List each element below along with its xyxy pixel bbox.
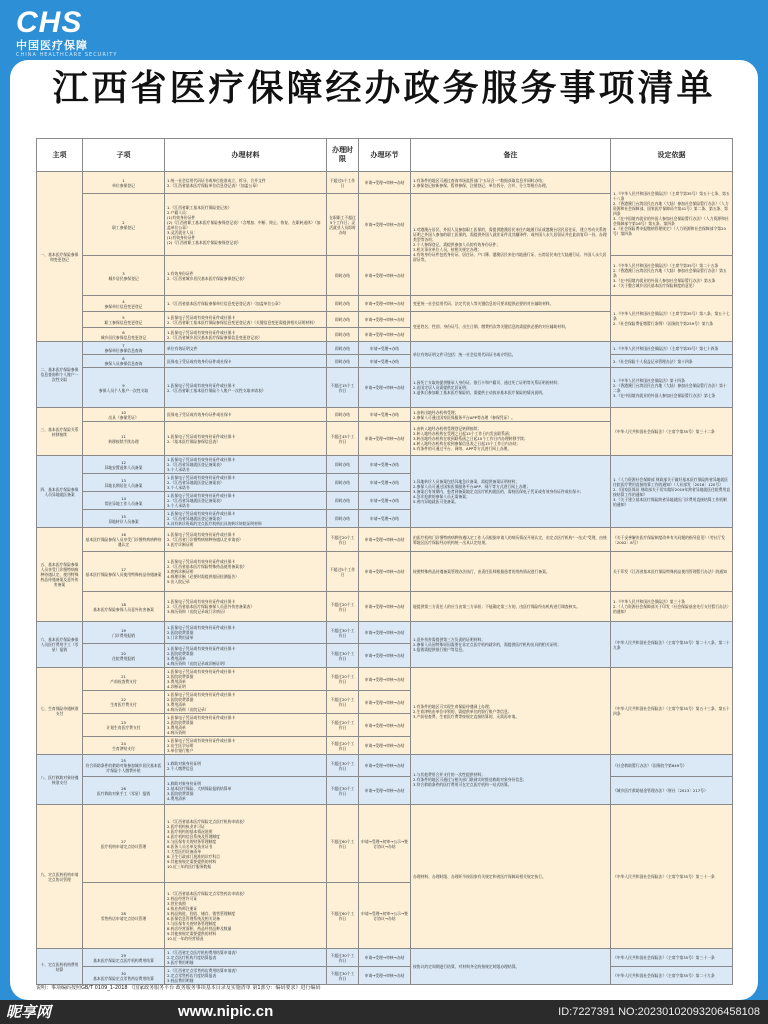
service-table: [36, 138, 733, 985]
time-limit-cell: 不超过20个工作日: [327, 737, 359, 755]
category-cell: 八、医疗救助对象待遇核准支付: [37, 755, 83, 805]
sub-item-cell: 27 医疗机构申请定点协议管理: [83, 805, 165, 883]
table-row: [37, 949, 733, 967]
remarks-cell: 1.意外伤害需提供第三方负责的证明材料； 2.参保人员因特殊原因需要在非定点医疗机构就诊的，需提供医疗机构出具的相关证明； 3.报销需提供银行账户等信息。: [411, 622, 611, 668]
process-step-cell: 申请→受理→审核→办结: [359, 777, 411, 805]
time-limit-cell: 即时办结: [327, 256, 359, 296]
materials-cell: 1.医保电子凭证或有效身份证件或社保卡 2.《江西省异地就医登记备案表》 3.个人承诺书: [165, 492, 327, 510]
sub-item-cell: 19 门诊费用报销: [83, 622, 165, 644]
process-step-cell: 申请→受理→审核→办结: [359, 949, 411, 967]
materials-cell: 1.医保电子凭证或有效身份证件或社保卡 2.《江西省基本医疗保险参保人员意外伤害备案表》 3.病历资料（出院记录或门诊病历）: [165, 592, 327, 622]
remarks-cell: 变更统一社会信用代码、法定代表人等关键信息的可要求提供必要的对应辅助材料。: [411, 296, 611, 312]
legal-basis-cell: 《中华人民共和国社会保险法》（主席令第35号）第三十二条: [611, 408, 733, 456]
legal-basis-cell: 《中华人民共和国社会保险法》（主席令第35号）第三十一条: [611, 805, 733, 949]
process-step-cell: 申请→受理→审核→办结: [359, 328, 411, 342]
table-row: [37, 592, 733, 622]
remarks-cell: 由医疗机构门诊慢特病病种待遇认定工作人员根据申请人的病历情况开展认定，由定点医疗机构“一站式”受理，由统筹地区医疗保险经办机构统一出具认定结果。: [411, 528, 611, 552]
category-cell: 二、基本医疗保险参保信息查询和个人账户一次性支取: [37, 342, 83, 408]
materials-cell: 医保电子凭证或有效身份证件或社保卡: [165, 355, 327, 368]
category-cell: 九、定点医药机构申请定点协议管理: [37, 805, 83, 949]
sub-item-cell: 24 生育津贴支付: [83, 737, 165, 755]
time-limit-cell: 不超过30个工作日: [327, 644, 359, 668]
process-step-cell: 申请→受理→审核→办结: [359, 296, 411, 312]
process-step-cell: 申请→受理→审核→办结: [359, 592, 411, 622]
chs-logo: [16, 8, 176, 56]
time-limit-cell: 即时办结: [327, 342, 359, 355]
materials-cell: 1.医保电子凭证或有效身份证件或社保卡 2.《江西省异地就医登记备案表》 3.个人承诺书: [165, 474, 327, 492]
header-band: [0, 0, 768, 58]
legal-basis-cell: 1.《中华人民共和国社会保险法》（主席令第35号）第五十七条、第五十八条 2.《香港澳门台湾居民在内地（大陆）参加社会保险暂行办法》（人力资源和社会保障部、国家医疗保障局令第41号）第二条、第五条、第四条 3.《在中国境内就业的外国人参加社会保险暂行办法》（人力资源和社会保障部令第16号）第五条、第四条 4.《社会保险费申报缴纳管理规定》（人力资源和社会保障部令第20号）第四条: [611, 172, 733, 256]
time-limit-cell: 即时办结: [327, 408, 359, 422]
time-limit-cell: 即时办结: [327, 456, 359, 474]
sub-item-cell: 25 符合资助条件的救助对象参加城乡居民基本医疗保险个人缴费补贴: [83, 755, 165, 777]
time-limit-cell: 不超过20个工作日: [327, 714, 359, 737]
materials-cell: 1.医保电子凭证或有效身份证件或社保卡 2.医院收费票据 3.费用清单 4.病历资料: [165, 714, 327, 737]
materials-cell: 1.医保电子凭证或有效身份证件或社保卡 2.《基本医疗保险参保信息表》: [165, 422, 327, 456]
process-step-cell: 申请→受理→审核→办结: [359, 691, 411, 714]
materials-cell: 1.有效身份证件 2.《江西省城乡居民基本医疗保险参保登记表》: [165, 256, 327, 296]
sub-item-cell: 12 异地安置退休人员备案: [83, 456, 165, 474]
table-row: [37, 668, 733, 691]
sub-item-cell: 14 常驻异地工作人员备案: [83, 492, 165, 510]
process-step-cell: 申请→受理→办结: [359, 355, 411, 368]
sub-item-cell: 16 基本医疗保险参保人员享受门诊慢特病病种待遇认定: [83, 528, 165, 552]
process-step-cell: 申请→受理→办结: [359, 474, 411, 492]
process-step-cell: 申请→受理→审核→办结: [359, 644, 411, 668]
table-row: [37, 552, 733, 592]
page-title: 江西省医疗保障经办政务服务事项清单: [52, 68, 716, 109]
category-cell: 十、定点医药机构费用结算: [37, 949, 83, 985]
time-limit-cell: 即时办结: [327, 355, 359, 368]
sub-item-cell: 18 基本医疗保险参保人员意外伤害备案: [83, 592, 165, 622]
time-limit-cell: 不超过60个工作日: [327, 883, 359, 949]
materials-cell: 1.救助对象身份证明 2.个人缴费信息: [165, 755, 327, 777]
materials-cell: 1.医保电子凭证或有效身份证件或社保卡 2.医院收费票据 3.门诊费用清单: [165, 622, 327, 644]
materials-cell: 1.《江西省基本医疗保险定点零售药店申请表》 2.药品经营许可证 3.营业执照 4.执业药师注册证 5.药品购进、验收、储存、销售管理制度 6.医保信息管理系统及相关设备 7.与医保有关的财务管理制度 8.药店经营面积、药品经营品种及数量 9.其他按规定需要提供的材料 10.近一年的经营情况: [165, 883, 327, 949]
legal-basis-cell: 1.《中华人民共和国社会保险法》（主席令第35号）第七十四条: [611, 342, 733, 355]
table-row: [37, 296, 733, 312]
sub-item-cell: 10 出具《参保凭证》: [83, 408, 165, 422]
sub-item-cell: 17 基本医疗保险参保人员使用特殊药品待遇备案: [83, 552, 165, 592]
process-step-cell: 申请→受理→审核→办结: [359, 194, 411, 256]
sub-item-cell: 8 参保人员参保信息查询: [83, 355, 165, 368]
sub-item-cell: 4 参保单位信息变更登记: [83, 296, 165, 312]
sub-item-cell: 26 医疗救助对象手工（零星）报销: [83, 777, 165, 805]
category-cell: 五、基本医疗保险参保人员享受门诊慢特病病种待遇认定、使用特殊药品待遇备案及意外伤害备案: [37, 528, 83, 622]
remarks-cell: 1.由转入地经办机构受理登记转移接续； 2.转入地经办机构在受理之日起15个工作日内发出联系函； 3.转出地经办机构在收到联系函之日起10个工作日内办理转移手续； 4.转入地经办机构在收到参保信息表之日起15个工作日内办结； 5.有条件的可通过平台、网络、APP等方式进行网上办理。: [411, 422, 611, 456]
sub-item-cell: 23 计划生育医疗费支付: [83, 714, 165, 737]
materials-cell: 1.救助对象身份证明 2.基本医疗保险、大病保险报销结算单 3.医院收费票据 4.费用清单: [165, 777, 327, 805]
table-row: [37, 755, 733, 777]
process-step-cell: 申请→受理→审核→办结: [359, 755, 411, 777]
time-limit-cell: 不超过15个工作日: [327, 368, 359, 408]
materials-cell: 1.医保电子凭证或有效身份证件或社保卡 2.《江西省城乡居民基本医疗保险参保信息变更登记表》: [165, 328, 327, 342]
remarks-cell: 1.对港澳台居民、外国人及参加职工医保的，需提供港澳居民来往内地通行证或港澳台居民居住证，建立劳动关系的证明之外国人参加的职工医保的，需提供外国人就业证件及其翻译件、或外国人永久居留证并在此前复印一份，办理类型等各项； 2.个人参保登记，需提供参加人员的有效身份证件； 3.机关事业单位人员，按相关规定办理； 4.有效身份证件包括身份证、居住证、户口簿、港澳居民来往内地通行证、台湾居民来往大陆通行证、外国人永久居留证等。: [411, 194, 611, 296]
legal-basis-cell: 《中华人民共和国社会保险法》（主席令第35号）第二十九条: [611, 967, 733, 985]
sub-item-cell: 2 职工参保登记: [83, 194, 165, 256]
process-step-cell: 申请→受理→办结: [359, 492, 411, 510]
logo-english-name: CHINA HEALTHCARE SECURITY: [16, 52, 118, 58]
logo-chinese-name: 中国医疗保障: [16, 39, 88, 52]
legal-basis-cell: 1.《中华人民共和国社会保险法》第十四条 2.《香港澳门台湾居民在内地（大陆）参加社会保险暂行办法》第十二条 3.《在中国境内就业的外国人参加社会保险暂行办法》第七条: [611, 368, 733, 408]
materials-cell: 1.医保电子凭证或有效身份证件或社保卡 2.《江西省基本医疗保险特殊药品使用备案表》 3.疾病诊断证明 4.病理诊断（必要时需提供基因检测报告） 5.出入院记录: [165, 552, 327, 592]
table-row: [37, 805, 733, 883]
process-step-cell: 申请→受理→初审→公示→签订协议→办结: [359, 883, 411, 949]
process-step-cell: 申请→受理→审核→办结: [359, 668, 411, 691]
materials-cell: 1.《江西省基本医疗保险参保单位信息变更登记表》（加盖单位公章）: [165, 296, 327, 312]
watermark-image-id: ID:7227391 NO:20230102093206458108: [558, 1006, 760, 1018]
remarks-cell: 能提供第三方责任人的应当由第三方承担；不能确定第三方的，由医疗保险经办机构进行调查核实。: [411, 592, 611, 622]
time-limit-cell: 不超过60个工作日: [327, 805, 359, 883]
process-step-cell: 申请→受理→办结: [359, 510, 411, 528]
legal-basis-cell: 1.《中华人民共和国社会保险法》（主席令第35号）第八条、第五十七条 2.《社会保险费征缴暂行条例》（国务院令第259号）第九条: [611, 296, 733, 342]
legal-basis-cell: 《中华人民共和国社会保险法》（主席令第35号）第三十一条: [611, 949, 733, 967]
table-row: [37, 342, 733, 355]
sub-item-cell: 9 参保人员个人账户一次性支取: [83, 368, 165, 408]
remarks-cell: 1.与其他费用合并支付的一次性提供材料； 2.有条件的地区可通过与相关部门联网实时推送救助对象身份信息； 3.符合救助条件的医疗费用可在定点医疗机构一站式结算。: [411, 755, 611, 805]
header-cell: 设定依据: [611, 139, 733, 172]
process-step-cell: 申请→受理→办结: [359, 456, 411, 474]
header-cell: 办理材料: [165, 139, 327, 172]
category-cell: 六、基本医疗保险参保人员医疗费用手工（零星）报销: [37, 622, 83, 668]
time-limit-cell: 不超过5个工作日: [327, 172, 359, 194]
materials-cell: 1.医保电子凭证或有效身份证件或社保卡 2.《江西省异地就医登记备案表》 3.具有转诊资质的定点医疗机构出具的转诊转院证明材料: [165, 510, 327, 528]
remarks-cell: 变更姓名、性别、身份证号、出生日期、缴费档次等关键信息的需提供必要的对应辅助材料。: [411, 312, 611, 342]
logo-mark: CHS: [16, 6, 83, 39]
time-limit-cell: 不超过20个工作日: [327, 528, 359, 552]
materials-cell: 1.医保电子凭证或有效身份证件或社保卡 2.《江西省异地就医登记备案表》 3.个人承诺书: [165, 456, 327, 474]
time-limit-cell: 即时办结: [327, 328, 359, 342]
service-table-wrapper: [36, 138, 732, 984]
time-limit-cell: 即时办结: [327, 510, 359, 528]
materials-cell: 1.《江西省定点医疗机构费用结算申请表》 2.定点医疗机构月度结算报表 3.医疗费用明细: [165, 949, 327, 967]
process-step-cell: 申请→受理→审核→办结: [359, 312, 411, 328]
footnote: 说明：事项编码按照GB/T 0109_1-2018 《国家政务服务平台 政务服务事项基本目录及实施清单 第1部分：编码要求》进行编码: [36, 985, 321, 991]
legal-basis-cell: 2.《社会保险个人权益记录管理办法》第十四条: [611, 355, 733, 368]
legal-basis-cell: 《社会救助暂行办法》（国务院令第649号）: [611, 755, 733, 777]
sub-item-cell: 15 异地转诊人员备案: [83, 510, 165, 528]
table-row: [37, 456, 733, 474]
sub-item-cell: 13 异地长期居住人员备案: [83, 474, 165, 492]
table-header-row: [37, 139, 733, 172]
time-limit-cell: 不超过30个工作日: [327, 755, 359, 777]
header-cell: 办理时限: [327, 139, 359, 172]
sub-item-cell: 20 住院费用报销: [83, 644, 165, 668]
legal-basis-cell: 1.《中华人民共和国社会保险法》第三十条 2.《人力资源社会保障部关于印发〈社会保险基金先行支付暂行办法〉的通知》: [611, 592, 733, 622]
remarks-cell: 按照特殊药品待遇备案管理办法执行，由责任医师根据患者的用药情况进行备案。: [411, 552, 611, 592]
legal-basis-cell: 1.《人力资源社会保障部 财政部关于做好基本医疗保险跨省异地就医住院医疗费用直接结算工作的通知》（人社部发〔2016〕120号） 2.《国家医保局 财政部关于切实做好2019年跨省异地就医住院费用直接结算工作的通知》 3.《关于建立基本医疗保险跨省异地就医门诊费用直接结算工作机制的通知》: [611, 456, 733, 528]
materials-cell: 1.医保电子凭证或有效身份证件或社保卡 2.医院收费票据 3.费用清单 4.病历资料（出院记录）: [165, 691, 327, 714]
process-step-cell: 申请→受理→审核→办结: [359, 552, 411, 592]
remarks-cell: 1.因死亡支取的提供继承人身份证、银行卡和户籍页、通过死亡证明等关系证明的材料； 2.出国定居人员需提供定居证明； 3.退休后参加职工基本医疗保险的，需提供主动放弃基本医疗保险的情况说明。: [411, 368, 611, 408]
remarks-cell: 1.由转出地经办机构受理； 2.参保人可通过国家医保服务平台APP等办理《参保凭证》。: [411, 408, 611, 422]
materials-cell: 1.医保电子凭证或有效身份证件或社保卡 2.《江西省职工基本医疗保险个人账户一次性支取申请表》: [165, 368, 327, 408]
sub-item-cell: 30 基本医疗保险定点零售药店费用结算: [83, 967, 165, 985]
materials-cell: 1.医保电子凭证或有效身份证件或社保卡 2.《江西省门诊慢特病病种待遇认定申请表》 3.医疗诊断证明: [165, 528, 327, 552]
time-limit-cell: 不超过20个工作日: [327, 592, 359, 622]
table-row: [37, 777, 733, 805]
header-cell: 备注: [411, 139, 611, 172]
materials-cell: 1.统一社会信用代码证书或单位批准成立、拆分、合并文件 2.《江西省基本医疗保险单位信息登记表》（加盖公章）: [165, 172, 327, 194]
watermark-url: www.nipic.cn: [178, 1003, 274, 1020]
watermark-bar: [0, 1000, 768, 1024]
table-row: [37, 622, 733, 644]
time-limit-cell: 即时办结: [327, 312, 359, 328]
sub-item-cell: 22 生育医疗费支付: [83, 691, 165, 714]
category-cell: 三、基本医疗保险关系转移接续: [37, 408, 83, 456]
time-limit-cell: 即时办结: [327, 492, 359, 510]
legal-basis-cell: 关于印发《江西省基本医疗保险特殊药品使用管理暂行办法》的通知: [611, 552, 733, 592]
legal-basis-cell: 《关于妥善解决医疗保险制度改革有关问题的指导意见》（劳社厅发〔2002〕8号）: [611, 528, 733, 552]
materials-cell: 1.医保电子凭证或有效身份证件或社保卡 2.《江西省职工基本医疗保险参保信息变更登记表》（关键信息变更需提供相关证明材料）: [165, 312, 327, 328]
materials-cell: 1.医保电子凭证或有效身份证件或社保卡 2.医院收费票据 3.费用清单 4.诊断证明: [165, 668, 327, 691]
remarks-cell: 按协议约定周期进行结算，对材料齐全的按规定时限办理结算。: [411, 949, 611, 985]
sub-item-cell: 28 零售药店申请定点协议管理: [83, 883, 165, 949]
time-limit-cell: 不超过20个工作日: [327, 668, 359, 691]
table-row: [37, 256, 733, 296]
process-step-cell: 申请→受理→办结: [359, 408, 411, 422]
materials-cell: 医保电子凭证或有效身份证件或社保卡: [165, 408, 327, 422]
process-step-cell: 申请→受理→审核→办结: [359, 528, 411, 552]
process-step-cell: 申请→受理→审核→办结: [359, 967, 411, 985]
remarks-cell: 办理材料、办理时限、办理环节按国家有关规定和省医疗保障局相关规定执行。: [411, 805, 611, 949]
legal-basis-cell: 1.《中华人民共和国社会保险法》（主席令第35号）第二十五条 2.《香港澳门台湾居民在内地（大陆）参加社会保险暂行办法》第五条 3.《在中国境内就业的外国人参加社会保险暂行办法》第五条 4.《关于整合城乡居民基本医疗保险制度的意见》: [611, 256, 733, 296]
sub-item-cell: 7 参保单位参保信息查询: [83, 342, 165, 355]
category-cell: 七、生育保险待遇核准支付: [37, 668, 83, 755]
sub-item-cell: 6 城乡居民参保信息变更登记: [83, 328, 165, 342]
process-step-cell: 申请→受理→初审→公示→签订协议→办结: [359, 805, 411, 883]
materials-cell: 1.《江西省定点零售药店费用结算申请表》 2.定点零售药店月度结算报表 3.药品费用明细: [165, 967, 327, 985]
time-limit-cell: 不超过30个工作日: [327, 949, 359, 967]
process-step-cell: 申请→受理→审核→办结: [359, 737, 411, 755]
table-row: [37, 967, 733, 985]
legal-basis-cell: 《城乡医疗救助基金管理办法》（财社〔2013〕217号）: [611, 777, 733, 805]
sub-item-cell: 11 转移接续手续办理: [83, 422, 165, 456]
time-limit-cell: 不超过30个工作日: [327, 622, 359, 644]
category-cell: 一、基本医疗保险参保和变更登记: [37, 172, 83, 342]
time-limit-cell: 不超过5个工作日: [327, 552, 359, 592]
process-step-cell: 申请→受理→审核→办结: [359, 368, 411, 408]
remarks-cell: 1.有条件的地区可通过查询市场监管部门“五证合一”数据获取信息并同时办结； 2.参保登记按新参保、暂停参保、注销登记、单位拆分、合并、分立等相应办理。: [411, 172, 611, 194]
time-limit-cell: 不超过45个工作日: [327, 422, 359, 456]
sub-item-cell: 1 单位参保登记: [83, 172, 165, 194]
content-card: [10, 60, 758, 1000]
category-cell: 四、基本医疗保险参保人员异地就医备案: [37, 456, 83, 528]
header-cell: 办理环节: [359, 139, 411, 172]
table-row: [37, 355, 733, 368]
process-step-cell: 申请→受理→审核→办结: [359, 172, 411, 194]
remarks-cell: 1.有条件的地区可实现生育保险待遇网上办理； 2.生育津贴由单位申领的，需提供单位的银行账户等信息； 3.产前检查费、生育医疗费等按规定直接结算的，无需再申请。: [411, 668, 611, 755]
materials-cell: 单位有效证明文件: [165, 342, 327, 355]
sub-item-cell: 3 城乡居民参保登记: [83, 256, 165, 296]
time-limit-cell: 不超过30个工作日: [327, 777, 359, 805]
materials-cell: 1.《江西省基本医疗保险定点医疗机构申请表》 2.医疗机构执业许可证 3.医疗机构的基本情况说明 4.医疗机构信息系统及管理制度 5.与医保有关的财务管理制度 6.医务人员名单及执业证书 7.大型医用设备清单 8.卫生行政部门批准的诊疗科目 9.其他按规定需要提供的材料 10.近三年的医疗服务数据: [165, 805, 327, 883]
table-row: [37, 408, 733, 422]
materials-cell: 1.医保电子凭证或有效身份证件或社保卡 2.出生医学证明 3.单位银行账户: [165, 737, 327, 755]
header-cell: 子项: [83, 139, 165, 172]
table-row: [37, 172, 733, 194]
process-step-cell: 申请→受理→办结: [359, 342, 411, 355]
remarks-cell: 1.异地转诊人员备案包括异地急诊备案，需提供备案证明材料； 2.参保人员可通过国家医保服务平台APP、网厅等方式进行网上办理； 3.备案后有效期内，患者到备案地定点医疗机构就医的，需持医保电子凭证或有效身份证件或社保卡； 4.急诊抢救的参保人员无需备案； 5.省内异地就医可免备案。: [411, 456, 611, 528]
process-step-cell: 申请→受理→审核→办结: [359, 714, 411, 737]
sub-item-cell: 29 基本医疗保险定点医疗机构费用结算: [83, 949, 165, 967]
sub-item-cell: 21 产前检查费支付: [83, 668, 165, 691]
watermark-brand: 昵享网: [6, 1003, 52, 1021]
process-step-cell: 申请→受理→审核→办结: [359, 422, 411, 456]
legal-basis-cell: 《中华人民共和国社会保险法》（主席令第35号）第二十八条、第二十九条: [611, 622, 733, 668]
process-step-cell: 申请→受理→审核→办结: [359, 622, 411, 644]
time-limit-cell: 即时办结: [327, 296, 359, 312]
remarks-cell: 单位有效证明文件可包括：统一社会信用代码证书或介绍信。: [411, 342, 611, 368]
legal-basis-cell: 《中华人民共和国社会保险法》（主席令第35号）第五十三条、第五十四条: [611, 668, 733, 755]
materials-cell: 1.《江西省职工基本医疗保险登记表》 2.户籍人员： (1)有效身份证件 (2)《江西省职工基本医疗保险参保登记表》（含增加、中断、终止、恢复、在职转退休）（加盖单位公章） 3.灵活就业人员： (1)有效身份证件 (2)《江西省职工基本医疗保险参保登记表》: [165, 194, 327, 256]
time-limit-cell: 即时办结: [327, 474, 359, 492]
table-row: [37, 368, 733, 408]
time-limit-cell: 在职职工不超过5个工作日；灵活就业人员即时办结: [327, 194, 359, 256]
table-row: [37, 528, 733, 552]
sub-item-cell: 5 职工参保信息变更登记: [83, 312, 165, 328]
time-limit-cell: 不超过30个工作日: [327, 967, 359, 985]
header-cell: 主项: [37, 139, 83, 172]
process-step-cell: 申请→受理→审核→办结: [359, 256, 411, 296]
time-limit-cell: 不超过20个工作日: [327, 691, 359, 714]
table-body: [37, 172, 733, 985]
materials-cell: 1.医保电子凭证或有效身份证件或社保卡 2.医院收费票据 3.费用清单 4.病历资料（出院记录或诊断证明）: [165, 644, 327, 668]
